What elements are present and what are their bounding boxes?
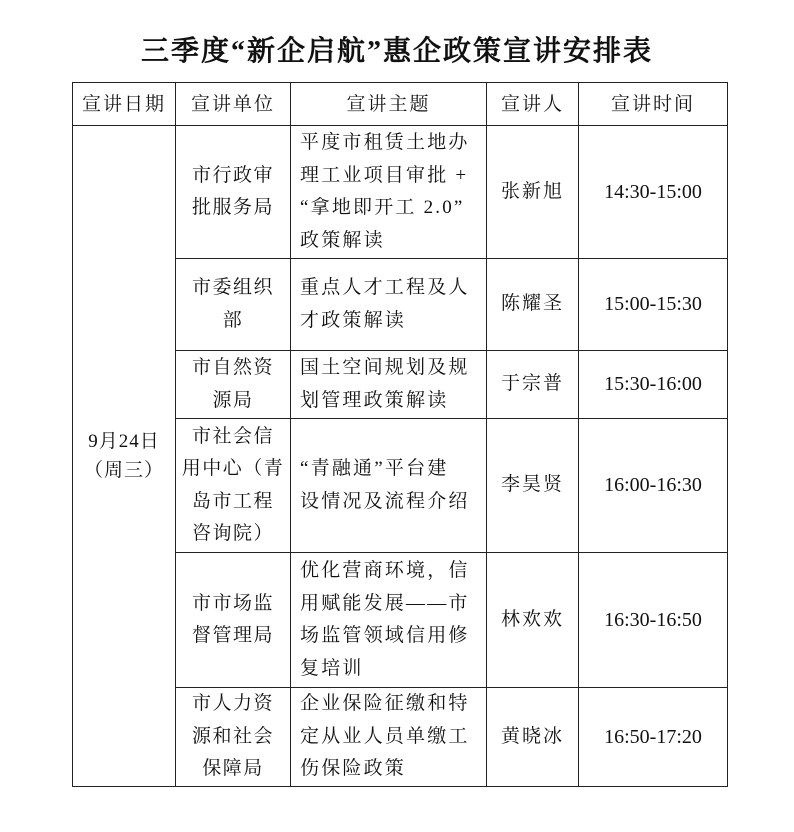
header-time: 宣讲时间: [579, 83, 728, 126]
unit-line: 源和社会: [191, 725, 274, 747]
topic-line: 伤保险政策: [300, 758, 407, 780]
topic-cell: [291, 351, 487, 419]
time-range: 16:00-16:30: [604, 474, 702, 497]
speaker-name: 于宗普: [500, 373, 564, 395]
speaker-name: 张新旭: [500, 180, 564, 202]
date-cell: [73, 126, 176, 787]
unit-line: 市社会信: [191, 425, 274, 447]
unit-line: 部: [222, 309, 244, 331]
time-cell: [579, 688, 728, 787]
header-speaker: 宣讲人: [487, 83, 579, 126]
topic-line: 才政策解读: [300, 309, 407, 331]
speaker-cell: [487, 126, 579, 259]
speaker-cell: [487, 419, 579, 553]
time-cell: [579, 553, 728, 688]
speaker-cell: [487, 259, 579, 351]
unit-cell: [176, 553, 291, 688]
unit-cell: [176, 351, 291, 419]
topic-line: 重点人才工程及人: [300, 277, 470, 298]
topic-line: 国土空间规划及规: [300, 357, 470, 378]
unit-cell: [176, 259, 291, 351]
time-range: 15:00-15:30: [604, 293, 702, 316]
speaker-name: 陈耀圣: [500, 293, 564, 315]
header-unit: 宣讲单位: [176, 83, 291, 126]
topic-line: 场监管领域信用修: [300, 625, 470, 646]
time-cell: [579, 126, 728, 259]
topic-line: 政策解读: [300, 229, 385, 251]
topic-cell: [291, 259, 487, 351]
time-cell: [579, 351, 728, 419]
unit-line: 咨询院）: [191, 523, 274, 544]
topic-cell: [291, 419, 487, 553]
topic-line: 设情况及流程介绍: [300, 490, 470, 512]
unit-line: 保障局: [202, 758, 264, 780]
unit-line: 市行政审: [191, 164, 274, 186]
speaker-cell: [487, 351, 579, 419]
topic-line: 优化营商环境，信: [300, 560, 470, 581]
unit-line: 市自然资: [191, 357, 274, 378]
unit-line: 岛市工程: [191, 490, 274, 512]
speaker-cell: [487, 553, 579, 688]
topic-line: 平度市租赁土地办: [300, 132, 470, 153]
time-range: 16:30-16:50: [604, 608, 702, 631]
weekday-text: （周三）: [83, 460, 164, 481]
speaker-name: 黄晓冰: [500, 725, 564, 747]
header-topic: 宣讲主题: [291, 83, 487, 126]
topic-line: 企业保险征缴和特: [300, 693, 470, 715]
topic-line: 划管理政策解读: [300, 389, 449, 411]
time-range: 16:50-17:20: [604, 725, 702, 748]
unit-line: 市委组织: [191, 277, 274, 298]
topic-line: 定从业人员单缴工: [300, 725, 470, 747]
unit-cell: [176, 688, 291, 787]
topic-line: 用赋能发展——市: [300, 592, 470, 614]
topic-line: 复培训: [300, 657, 364, 679]
unit-cell: [176, 126, 291, 259]
unit-line: 市市场监: [191, 592, 274, 614]
time-range: 15:30-16:00: [604, 373, 702, 396]
time-cell: [579, 419, 728, 553]
speaker-cell: [487, 688, 579, 787]
speaker-name: 李昊贤: [500, 474, 564, 496]
topic-line: “拿地即开工 2.0”: [300, 197, 465, 218]
topic-line: 理工业项目审批 +: [300, 164, 469, 186]
topic-cell: [291, 688, 487, 787]
topic-cell: [291, 553, 487, 688]
unit-line: 源局: [212, 389, 254, 411]
time-cell: [579, 259, 728, 351]
page-title: 三季度“新企启航”惠企政策宣讲安排表: [140, 36, 653, 67]
header-date: 宣讲日期: [73, 83, 176, 126]
topic-line: “青融通”平台建: [300, 458, 449, 479]
unit-line: 督管理局: [191, 625, 274, 646]
schedule-table: [72, 82, 728, 787]
unit-line: 用中心（青: [181, 458, 285, 479]
unit-line: 批服务局: [191, 197, 274, 218]
speaker-name: 林欢欢: [500, 608, 564, 630]
topic-cell: [291, 126, 487, 259]
unit-cell: [176, 419, 291, 553]
date-text: 9月24日: [88, 431, 160, 452]
unit-line: 市人力资: [191, 693, 274, 715]
time-range: 14:30-15:00: [604, 180, 702, 203]
